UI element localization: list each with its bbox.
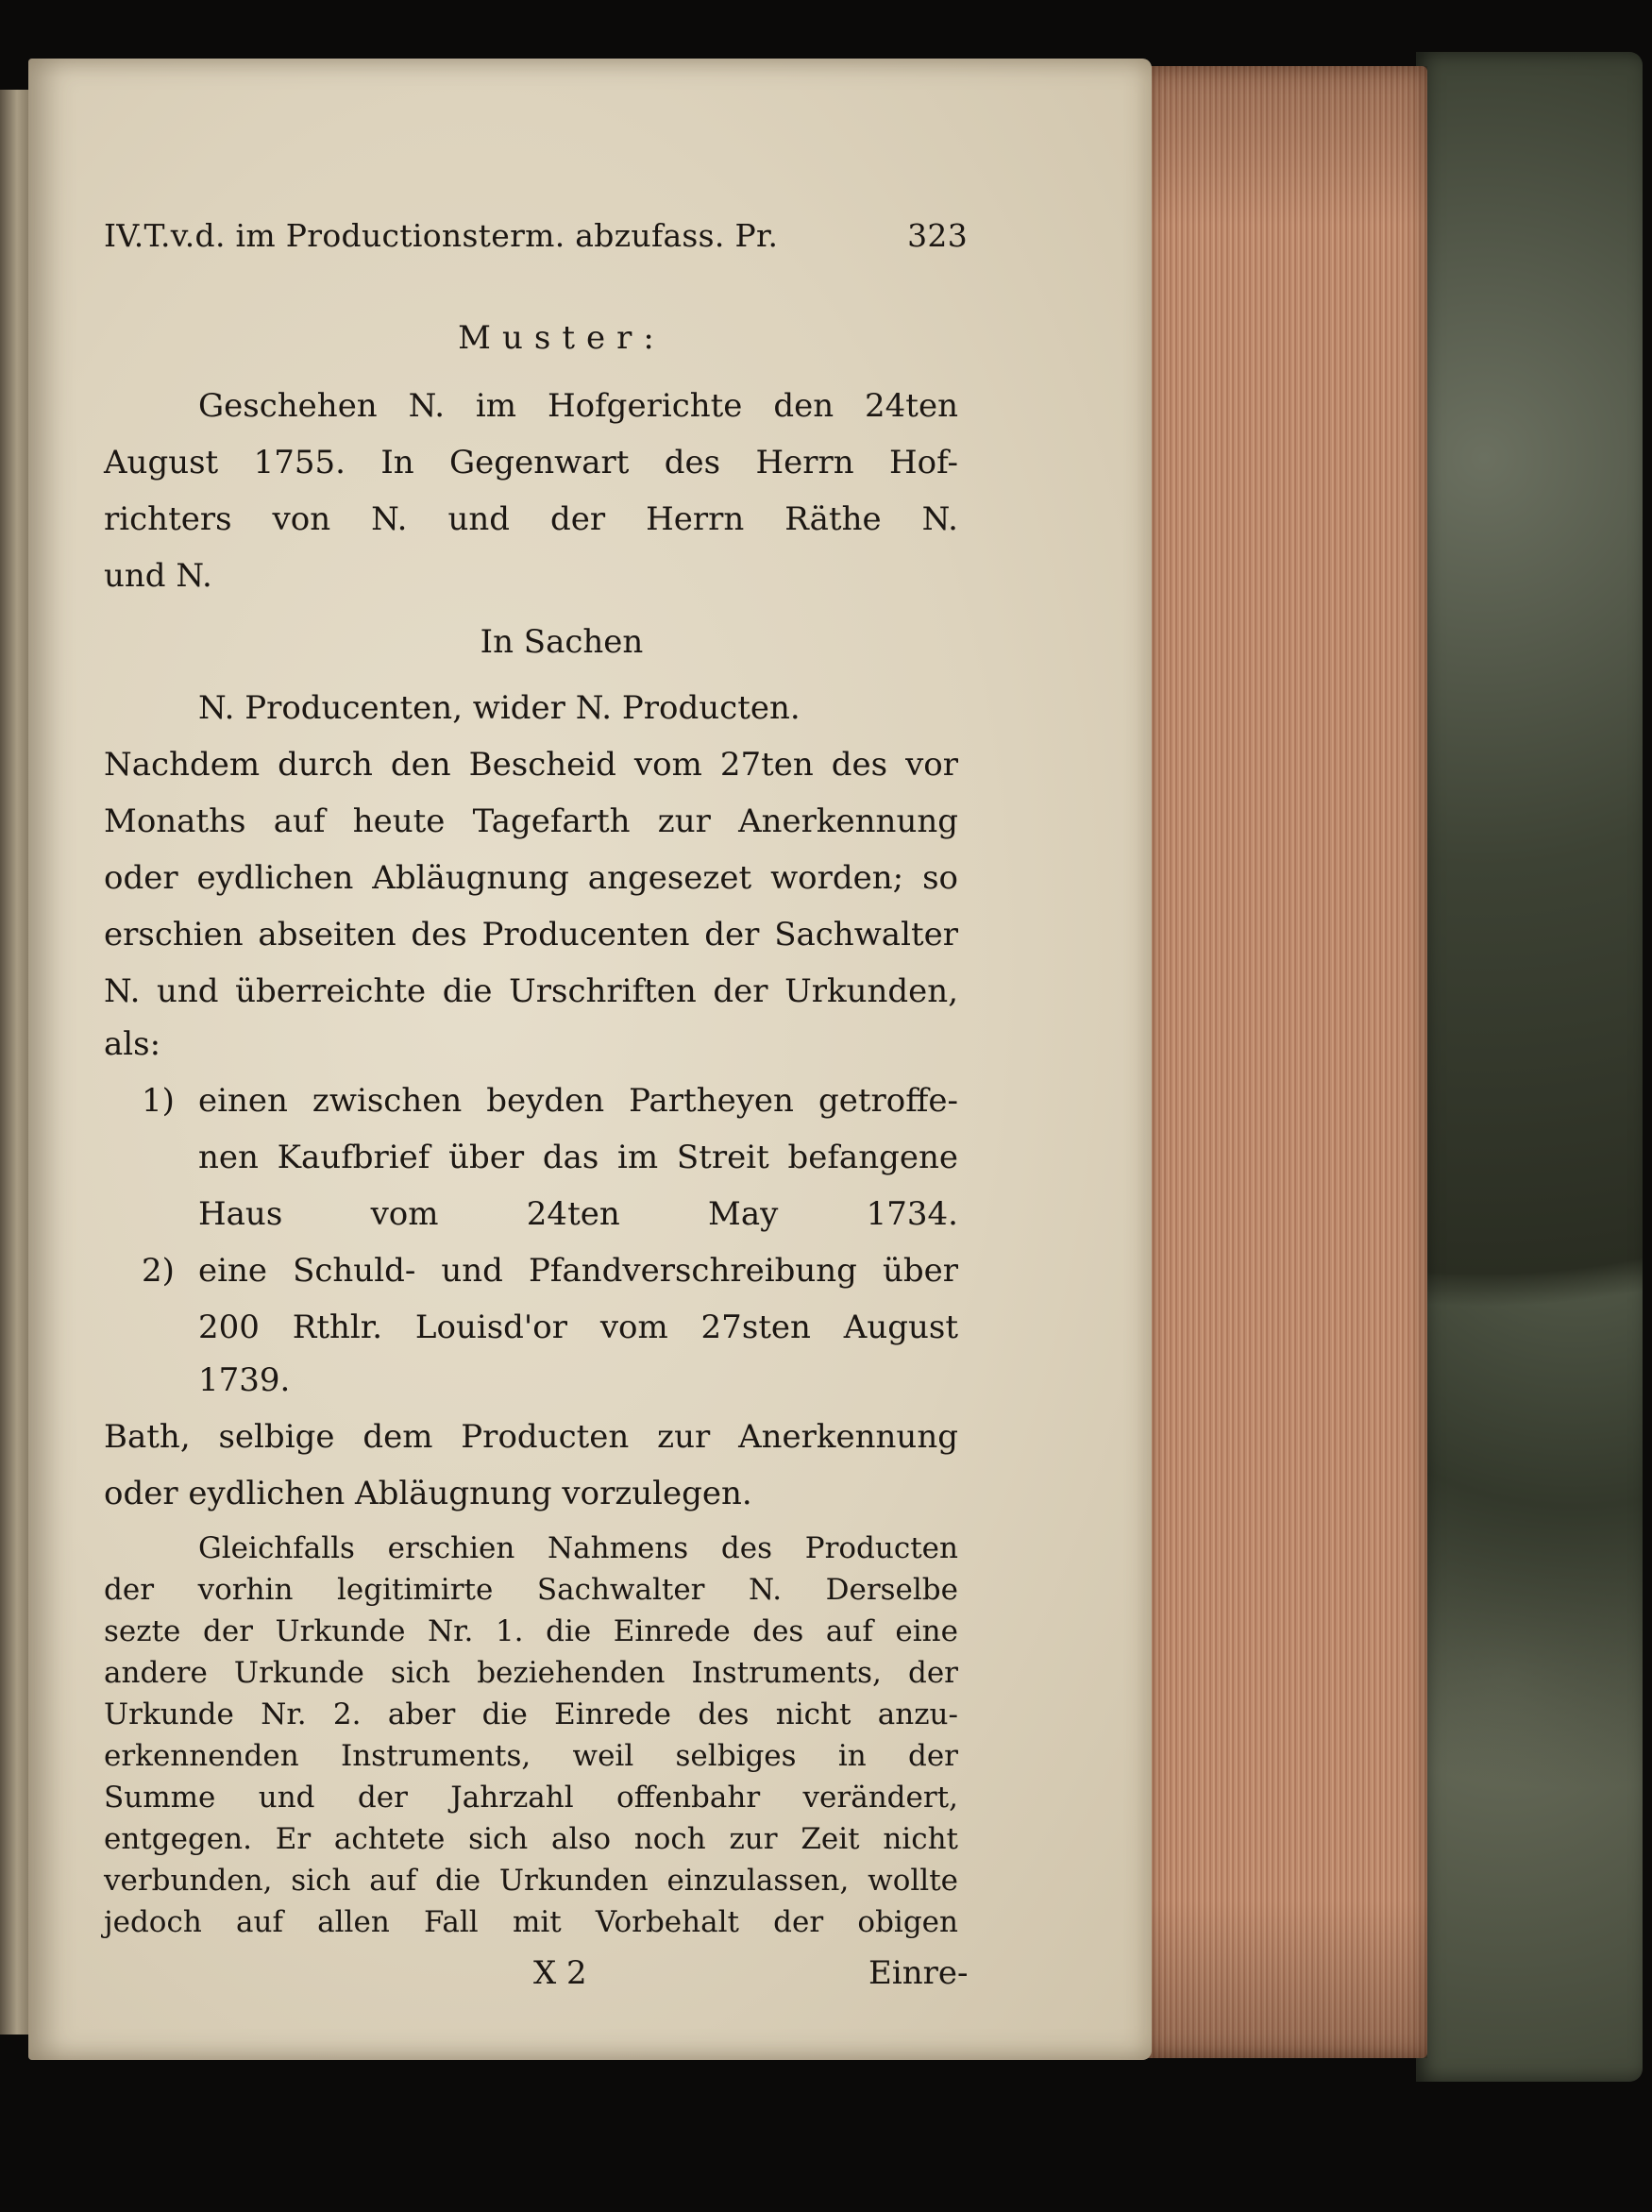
- list-line: 200 Rthlr. Louisd'or vom 27sten August: [198, 1309, 958, 1346]
- text-line: als:: [104, 1025, 161, 1063]
- text-line: Geschehen N. im Hofgerichte den 24ten: [198, 387, 958, 425]
- text-line: Monaths auf heute Tagefarth zur Anerkennung: [104, 802, 958, 840]
- text-line: entgegen. Er achtete sich also noch zur Zeit nicht: [104, 1822, 958, 1856]
- list-line: Haus vom 24ten May 1734.: [198, 1195, 958, 1233]
- text-line: erkennenden Instruments, weil selbiges in der: [104, 1739, 958, 1773]
- text-line: sezte der Urkunde Nr. 1. die Einrede des auf eine: [104, 1614, 958, 1648]
- text-line: oder eydlichen Abläugnung angesezet worden; so: [104, 859, 958, 897]
- list-number: 2): [142, 1252, 175, 1290]
- text-line: erschien abseiten des Producenten der Sachwalter: [104, 916, 958, 954]
- centered-line: In Sachen: [480, 623, 644, 661]
- text-line: August 1755. In Gegenwart des Herrn Hof-: [104, 444, 958, 481]
- book-page: [28, 59, 1152, 2060]
- list-line: eine Schuld- und Pfandverschreibung über: [198, 1252, 958, 1290]
- running-head-title: IV.T.v.d. im Productionsterm. abzufass. Pr.: [104, 217, 779, 254]
- list-line: nen Kaufbrief über das im Streit befangene: [198, 1139, 958, 1176]
- previous-page-edge: [0, 90, 30, 2035]
- text-line: der vorhin legitimirte Sachwalter N. Derselbe: [104, 1573, 958, 1607]
- parties-line: N. Producenten, wider N. Producten.: [198, 689, 801, 727]
- signature-mark: X 2: [533, 1954, 587, 1992]
- page-number: 323: [907, 217, 968, 254]
- text-line: Summe und der Jahrzahl offenbahr verändert,: [104, 1781, 958, 1815]
- page-block-shading: [1144, 66, 1427, 2058]
- list-line: einen zwischen beyden Partheyen getroffe-: [198, 1082, 958, 1120]
- text-line: Gleichfalls erschien Nahmens des Producten: [198, 1531, 958, 1565]
- text-line: Bath, selbige dem Producten zur Anerkennung: [104, 1418, 958, 1456]
- text-line: jedoch auf allen Fall mit Vorbehalt der obigen: [104, 1905, 958, 1939]
- text-line: richters von N. und der Herrn Räthe N.: [104, 500, 958, 538]
- text-line: Nachdem durch den Bescheid vom 27ten des vor: [104, 746, 958, 784]
- text-line: Urkunde Nr. 2. aber die Einrede des nicht anzu-: [104, 1697, 958, 1731]
- text-line: oder eydlichen Abläugnung vorzulegen.: [104, 1475, 752, 1512]
- catchword: Einre-: [868, 1954, 969, 1992]
- text-line: N. und überreichte die Urschriften der Urkunden,: [104, 972, 958, 1010]
- list-number: 1): [142, 1082, 175, 1120]
- section-heading: Muster:: [458, 319, 666, 357]
- text-line: andere Urkunde sich beziehenden Instruments, der: [104, 1656, 958, 1690]
- text-line: und N.: [104, 557, 212, 595]
- list-line: 1739.: [198, 1361, 291, 1399]
- marbled-book-cover: [1416, 52, 1643, 2082]
- text-line: verbunden, sich auf die Urkunden einzulassen, wollte: [104, 1864, 958, 1898]
